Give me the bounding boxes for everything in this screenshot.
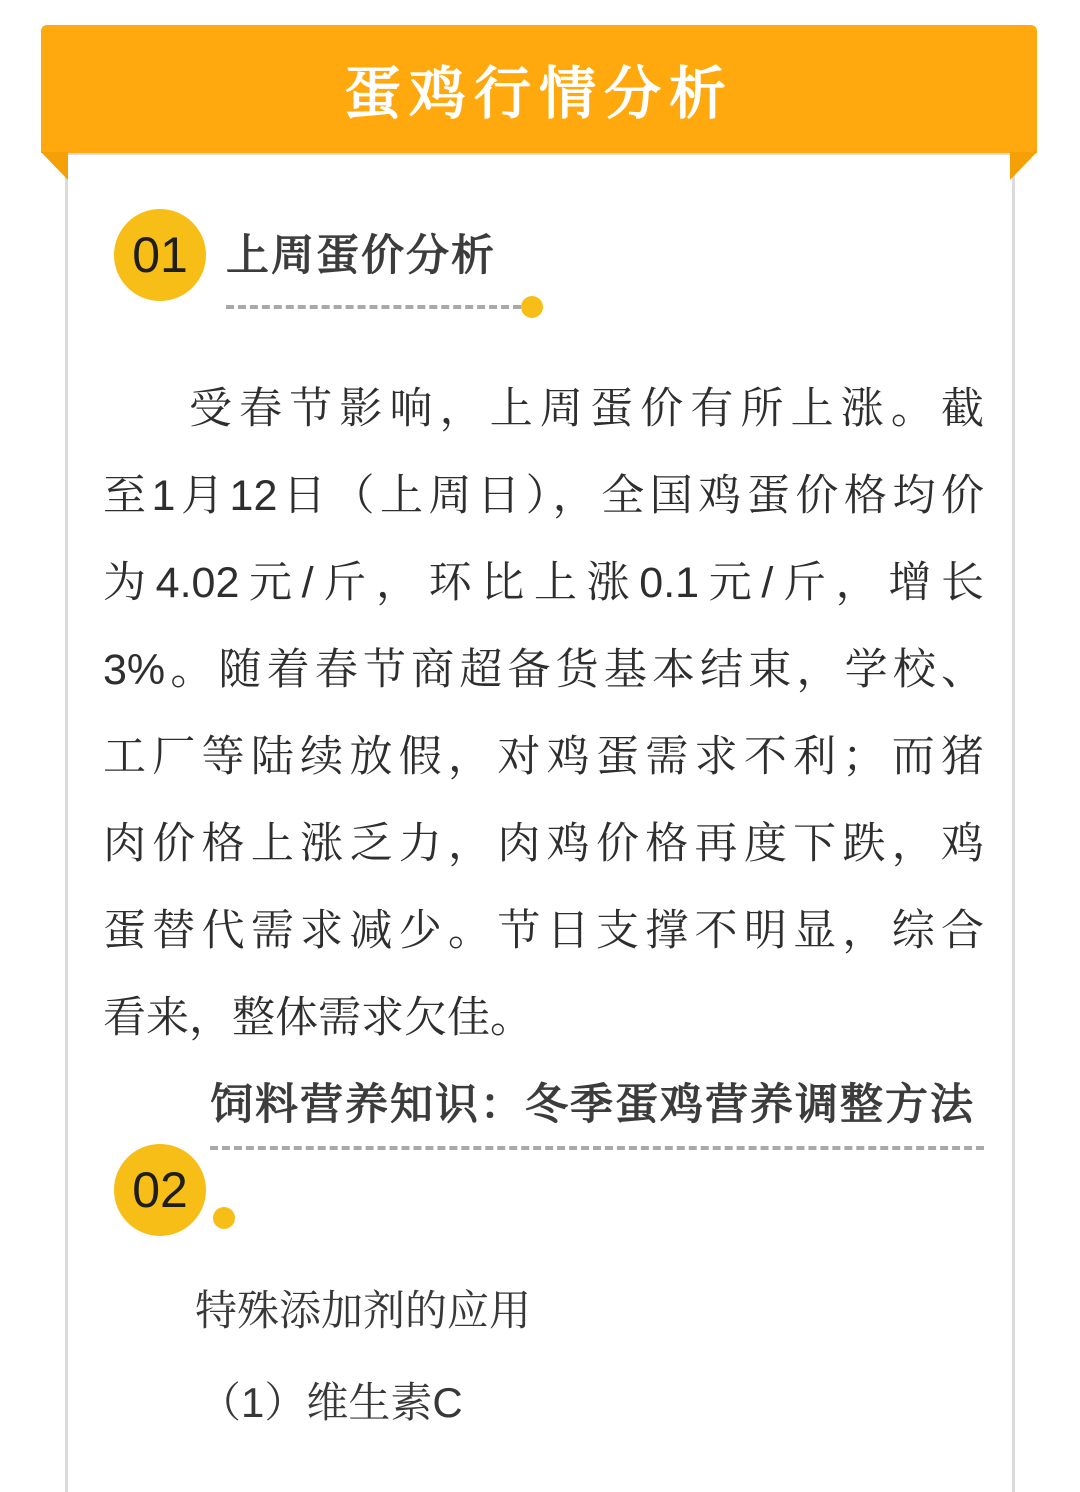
page-title: 蛋鸡行情分析	[344, 62, 734, 126]
sub-item: （1）维生素C	[199, 1379, 463, 1427]
sub-heading: 特殊添加剂的应用	[195, 1287, 532, 1334]
paragraph-line: 工厂等陆续放假，对鸡蛋需求不利；而猪	[103, 733, 984, 781]
section1-header	[114, 209, 984, 318]
section1-title-block	[226, 209, 543, 318]
content-card	[65, 152, 1015, 1492]
section2-badge-row	[114, 1144, 984, 1236]
divider-end-dot	[521, 296, 543, 318]
paragraph-line: 为4.02元/斤，环比上涨0.1元/斤，增长	[103, 559, 984, 607]
divider-end-dot	[213, 1207, 235, 1229]
paragraph-line: 蛋替代需求减少。节日支撑不明显，综合	[103, 907, 984, 955]
section1-divider-row	[226, 296, 543, 318]
ribbon-fold-left	[41, 152, 68, 180]
section1-title: 上周蛋价分析	[226, 232, 496, 280]
section2-header	[103, 1074, 984, 1236]
paragraph-line: 受春节影响，上周蛋价有所上涨。截	[189, 385, 984, 433]
section2-title: 饲料营养知识：冬季蛋鸡营养调整方法	[210, 1074, 984, 1150]
paragraph-line: 3%。随着春节商超备货基本结束，学校、	[103, 646, 984, 694]
dashed-divider	[226, 305, 521, 309]
section2-number-badge: 02	[114, 1144, 206, 1236]
ribbon-fold-right	[1010, 152, 1037, 180]
article-paragraph	[103, 366, 984, 1062]
header-banner	[41, 25, 1037, 153]
paragraph-line: 看来，整体需求欠佳。	[103, 994, 533, 1042]
section1-number-badge: 01	[114, 209, 206, 301]
paragraph-line: 肉价格上涨乏力，肉鸡价格再度下跌，鸡	[103, 820, 984, 868]
paragraph-line: 至1月12日（上周日），全国鸡蛋价格均价	[103, 472, 984, 520]
